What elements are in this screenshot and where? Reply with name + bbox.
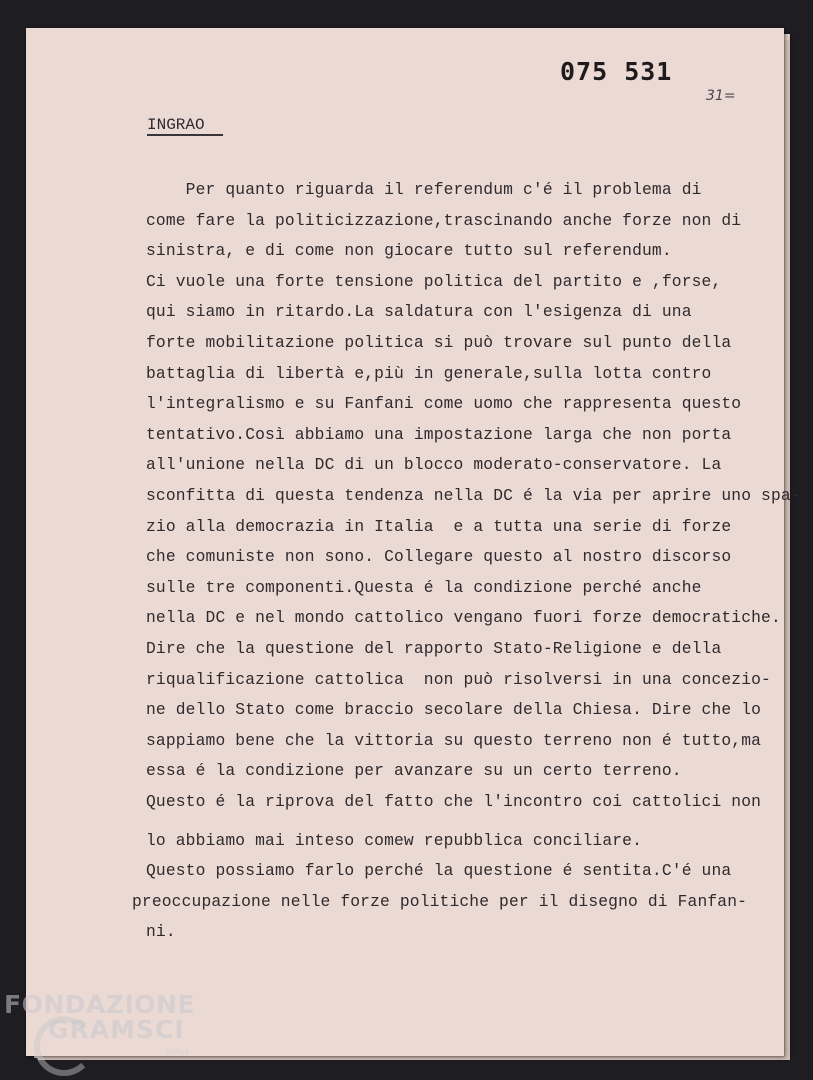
text-line: zio alla democrazia in Italia e a tutta una serie di forze (146, 516, 732, 536)
text-line: sappiamo bene che la vittoria su questo terreno non é tutto,ma (146, 730, 762, 750)
gramsci-logo-icon (34, 1016, 94, 1076)
text-line: Questo é la riprova del fatto che l'incontro coi cattolici non (146, 792, 762, 811)
text-line: all'unione nella DC di un blocco moderato-conservatore. La (146, 455, 722, 475)
text-line: come fare la politicizzazione,trascinando anche forze non di (146, 210, 742, 230)
text-line: tentativo.Così abbiamo una impostazione larga che non porta (146, 424, 732, 444)
handwritten-page-number: 31= (706, 88, 736, 104)
text-line: forte mobilitazione politica si può trovare sul punto della (146, 333, 732, 352)
watermark-line2: GRAMSCI (48, 1015, 185, 1044)
text-line: ni. (146, 922, 176, 942)
text-line: preoccupazione nelle forze politiche per il disegno di Fanfan- (132, 891, 748, 911)
text-line: sulle tre componenti.Questa é la condizione perché anche (146, 577, 702, 597)
text-line: ne dello Stato come braccio secolare della Chiesa. Dire che lo (146, 700, 762, 720)
text-line: Ci vuole una forte tensione politica del partito e ,forse, (146, 271, 722, 291)
text-line: che comuniste non sono. Collegare questo al nostro discorso (146, 547, 732, 567)
text-line: sconfitta di questa tendenza nella DC é la via per aprire uno spa- (146, 486, 801, 505)
text-line: Dire che la questione del rapporto Stato-Religione e della (146, 639, 722, 658)
document-heading: INGRAO (147, 116, 223, 136)
foundation-watermark (4, 990, 195, 1044)
text-line: riqualificazione cattolica non può risolversi in una concezio- (146, 669, 771, 689)
text-line: Per quanto riguarda il referendum c'é il problema di (146, 180, 702, 199)
text-line: nella DC e nel mondo cattolico vengano fuori forze democratiche. (146, 608, 781, 628)
text-line: qui siamo in ritardo.La saldatura con l'esigenza di una (146, 302, 692, 322)
text-line: battaglia di libertà e,più in generale,sulla lotta contro (146, 363, 712, 383)
text-line: sinistra, e di come non giocare tutto sul referendum. (146, 241, 672, 261)
archive-number: 075 531 (560, 57, 673, 86)
text-line: essa é la condizione per avanzare su un certo terreno. (146, 761, 682, 781)
text-line: lo abbiamo mai inteso comew repubblica conciliare. (146, 830, 643, 850)
watermark-small: onlus (165, 1048, 190, 1058)
watermark-line1: FONDAZIONE (4, 990, 196, 1019)
text-line: l'integralismo e su Fanfani come uomo che rappresenta questo (146, 394, 742, 414)
text-line: Questo possiamo farlo perché la questione é sentita.C'é una (146, 861, 732, 881)
